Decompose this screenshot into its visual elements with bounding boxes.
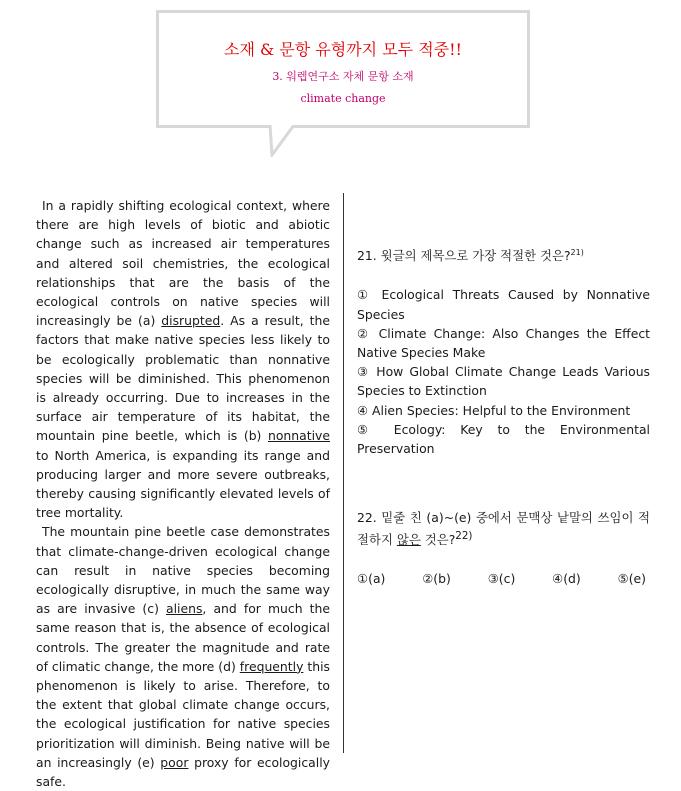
choice-3[interactable]: ③(c)	[487, 570, 516, 586]
passage-text: this phenomenon is likely to arise. Therefore, to the extent that global climate change occurs, the ecological justification for native species prioritization will diminish. Being native will be an increasingly (e)	[36, 658, 330, 770]
passage-text: The mountain pine beetle case demonstrates that climate-change-driven ecological change can result in native species becoming ecologically disruptive, in much the same way as are invasive (c)	[36, 524, 330, 617]
choice-2[interactable]: ②(b)	[422, 570, 451, 586]
header-title: 소재 & 문항 유형까지 모두 적중!!	[223, 40, 462, 59]
question-text: 21. 윗글의 제목으로 가장 적절한 것은?	[357, 248, 571, 264]
question-21-title	[357, 243, 650, 265]
underlined-word-b: nonnative	[268, 428, 330, 444]
option-5[interactable]: ⑤ Ecology: Key to the Environmental Preservation	[357, 421, 650, 456]
question-22-title	[357, 508, 650, 550]
passage-text: , and for much the same reason that is, the absence of ecological controls. The greater the magnitude and rate of climatic change, the more (d)	[36, 601, 330, 674]
question-text: 22. 밑줄 친 (a)~(e) 중에서 문맥상 낱말의 쓰임이 적절하지	[357, 510, 650, 548]
footnote-ref: 21)	[570, 248, 584, 257]
passage-text: In a rapidly shifting ecological context, where there are high levels of biotic and abiotic change such as increased air temperatures and altered soil chemistries, the ecological relationships that are the basis of the ecological controls on native species will increasingly be (a)	[36, 198, 330, 329]
bubble-tail	[262, 125, 302, 157]
header-topic: climate change	[300, 92, 386, 105]
footnote-ref: 22)	[455, 530, 473, 543]
passage-paragraph-2	[36, 522, 330, 791]
choice-1[interactable]: ①(a)	[357, 570, 386, 586]
underlined-word-a: disrupted	[161, 313, 221, 329]
choice-4[interactable]: ④(d)	[552, 570, 581, 586]
option-4[interactable]: ④ Alien Species: Helpful to the Environment	[357, 402, 631, 418]
question-22-choices	[357, 569, 650, 588]
option-1[interactable]: ① Ecological Threats Caused by Nonnative Species	[357, 287, 650, 322]
column-divider	[343, 193, 344, 753]
choice-5[interactable]: ⑤(e)	[617, 570, 646, 586]
underlined-word-d: frequently	[239, 658, 304, 674]
underlined-word-c: aliens	[166, 601, 203, 617]
underlined-word-e: poor	[160, 754, 189, 770]
question-text: 것은?	[420, 532, 456, 548]
question-21-options	[357, 285, 650, 458]
questions	[357, 243, 650, 588]
option-2[interactable]: ② Climate Change: Also Changes the Effect Native Species Make	[357, 325, 650, 360]
option-3[interactable]: ③ How Global Climate Change Leads Various Species to Extinction	[357, 364, 650, 399]
passage-text: proxy for ecologically safe.	[36, 754, 330, 790]
underlined-word: 않은	[396, 532, 421, 548]
passage-text: . As a result, the factors that make native species less likely to be ecologically problematic than nonnative species will be diminished. This phenomenon is already occurring. Due to increases in the surface air temperature of its habitat, the mountain pine beetle, which is (b)	[36, 313, 330, 444]
passage-text: to North America, is expanding its range and producing larger and more severe outbreaks, thereby causing significantly elevated levels of tree mortality.	[36, 447, 330, 521]
passage-paragraph-1	[36, 196, 330, 522]
header-subtitle: 3. 워렙연구소 자체 문항 소재	[272, 70, 414, 83]
passage	[36, 196, 330, 791]
header-bubble	[156, 10, 530, 128]
